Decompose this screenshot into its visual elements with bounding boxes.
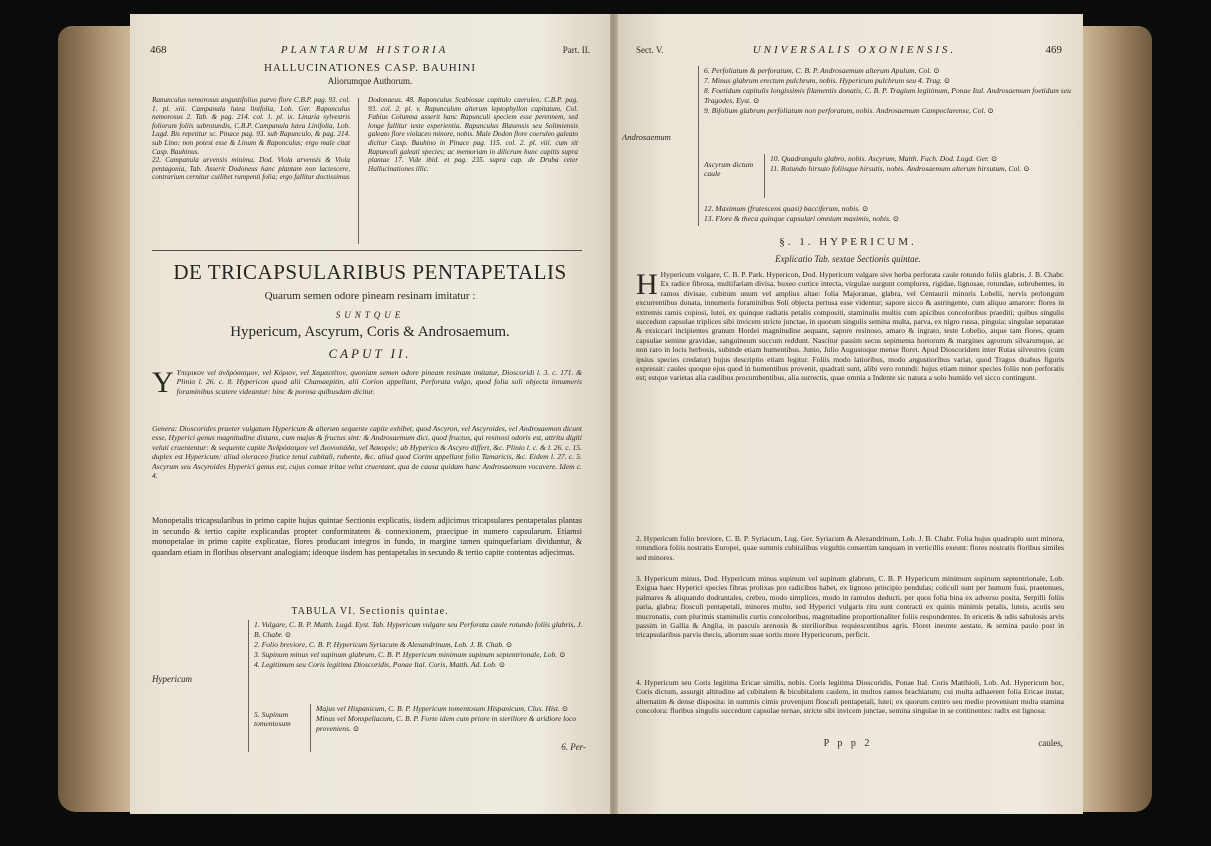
andro-item-8: 8. Foetidum capitulis longissimis filamentis donatis, C. B. P. Tragium legitimum, Ponae Ital. Androsaemum foetidum seu Tragodes, Eyst. ⊙ (704, 86, 1071, 105)
signature-mark: P p p 2 (823, 738, 873, 749)
androsaemum-tail-list (704, 204, 1074, 224)
tabula-item-4: 4. Legitimum seu Coris legitima Dioscoridis, Ponae Ital. Coris, Matth. Ad. Lob. ⊙ (254, 660, 506, 669)
hypericum-paragraph-3: 3. Hypericum minus, Dod. Hypericum minus supinum vel supinum glabrum, C. B. P. Hypericum minimum supinum septentrionale, Lob. Exigua haec Hyperici species fibras prolixas pro radicibus habet, ex lignoso principio pendulas; coliculi sunt per humum fusi, praetenues, palmares & aliquando dodrantales, crebro, modo simplices, modo in ramulos deducti, per quos folia bina ex adverso posita, Serpilli foliis paria, glabra; flosculi pentapetali, minores multo, sed Hyperici vulgaris ritu sunt contracti ex quinis minimis petalis, luteis, acutis seu mucronatis, cum plurimis staminulis curtis concoloribus, magnitudine proportionaliter foliis respondentes. In ericetis & udis sabulosis arvis passim in Gallia & Anglia, in pascuis arenosis & sterilioribus requiescentibus agris. Floret ineunte aestate, & semina paulo post in tricapsularibus parvis thecis, aliorum suae sortis more Hypericorum, perficit. (636, 574, 1064, 640)
tabula-genus-label: Hypericum (152, 674, 192, 684)
tabula-sub-list (316, 704, 592, 734)
right-page (618, 14, 1083, 814)
halluc-col1b-text: 22. Campanula arvensis minima, Dod. Viola arvensis & Viola pentagonia, Tab. Asserit Dodoneus hanc plantam non lactescere, contrarium cernitur cuilibet rumpenti folia; ergo fallitur doctissimus (152, 156, 350, 182)
intro-text: Υπερικον vel ἀνδρόσαιμον, vel Κόριον, vel Χαμαιπίτυν, quoniam semen odore pineam resinam imitatur, Dioscoridi l. 3. c. 171. & Plinio l. 26. c. 8. Hypericon quod alii Chamaepitin, alii Corion appellant, Perforata vulgo, quod folia soli objecta innumeris foraminibus scatere videantur: hinc & porosa quibusdam dicitur. (176, 368, 582, 396)
drop-cap-y: Y (152, 368, 174, 399)
andro-item-12: 12. Maximum (frutescens quasi) bacciferum, nobis. ⊙ (704, 204, 869, 213)
drop-cap-h: H (636, 270, 658, 301)
tabula-sub-brace (310, 704, 311, 752)
ascyrum-list (770, 154, 1070, 174)
monopetalis-paragraph: Monopetalis tricapsularibus in primo capite hujus quintae Sectionis explicatis, iisdem adjicimus tricapsulares pentapetalas plantas in secundo & tertio capite explicandas propter conformitatem & connexionem, praecipue in numero capsularum. Etiamsi monopetalae in primo capite explicatae, flores producant integros in fundo, in margine tamen quinquefariam dividuntur, & quandam etiam in floribus observant analogiam; ideoque iisdem has pentapetalas in secundo & tertio capite contentas adjecimus. (152, 516, 582, 557)
hypericum-paragraph-4: 4. Hypericum seu Coris legitima Ericae similis, nobis. Coris legitima Dioscoridis, Ponae Ital. Coris Matthioli, Lob. Ad. Hypericum hoc, Coris dictum, assurgit altitudine ad cubitalem & bicubitalem caulem, in multos ramos brachiatum; cui multa adhaerent folia Ericae instar, alternatim & dense disposita: in summis cimis provenjunt flosculi pentapetali, lutei; ex quorum centro seu medio proveniunt multa stamina concolora: floribus singulis succedunt capsulae ternae, stricte sibi invicem junctae, semina singulae in se continentes: radix est lignosa: (636, 678, 1064, 716)
tabula-sub-label: 5. Supinum tomentosum (254, 710, 291, 728)
right-section-label: Sect. V. (636, 45, 664, 55)
ascyrum-label: Ascyrum dictum caule (704, 160, 754, 178)
page-block-edge-right (1082, 26, 1152, 812)
hallucinationes-column-2: Dodonaeus. 48. Raponculus Scabiosae capitulo caeruleo, C.B.P. pag. 93. col. 2. pl. v. Rapunculum alterum leptophyllon capitatum, Col. Fabius Columna asserit hanc Rapunculi speciem esse perennem, sed longe fallitur teste experientia. Rapunculus Blasensis seu Solimiensis galeato flore violaceo minore, nobis. Male Dodon flore coeruleo galeato dicitur Casp. Bauhino in Pinace pag. 115. col. 2. pl. viii. cum sit Rapunculi galeati species; ac memoriam in dilicrum hunc capitis supra plantae 17. Vide ibid. et pag. 235. supra cap. de Druba ceter Hallucinationes illic. (368, 96, 578, 173)
hypericum-paragraph-2: 2. Hypericum folio breviore, C. B. P. Syriacum, Lug. Ger. Syriacum & Alexandrinum, Lob. J. B. Chabr. Folia hujus quadruplo sunt minora, rotundiora foliis nostratis Europei, quae summis cubitalibus virgultis consertim tanquam in verticillis exeunt: flores nostratis floribus similes sed minores. (636, 534, 1064, 562)
tabula-brace-line (248, 620, 249, 752)
right-page-number: 469 (1045, 44, 1062, 56)
hallucinationes-heading: HALLUCINATIONES CASP. BAUHINI (263, 62, 477, 74)
ascyrum-item-10: 10. Quadrangulo glabro, nobis. Ascyrum, Matth. Fuch. Dod. Lugd. Ger. ⊙ (770, 154, 998, 163)
tabula-item-3: 3. Supinum minus vel supinum glabrum, C. B. P. Hypericum minimum supinum septentrionale, Lob. ⊙ (254, 650, 566, 659)
intro-paragraph (152, 368, 582, 424)
androsaemum-list (704, 66, 1074, 116)
ascyrum-brace (764, 154, 765, 198)
suntque-label: SUNTQUE (335, 310, 405, 320)
para1-text: Hypericum vulgare, C. B. P. Park. Hypericon, Dod. Hypericum vulgare sive herba perforata caule rotundo foliis glabris, J. B. Chabr. Ex radice fibrosa, multifariam divisa, buxeo cortice intecta, virgulae surgunt complures, rigidae, lignosae, rotundae, subrubentes, in ramos divisae, cubitum unum vel amplius altae: folia Majoranae, glabra, vel Centaurii minoris Lobelii, nervis perlongum excurrentibus donata, innumeris foraminibus Soli objecta pertusa esse videntur; sapore sicco & astringente, cum aliquo amarore: flores in extremis ramis copiosi, lutei, ex quinque radiatis petalis compositi, staminulis multis cum apicibus concoloribus praediti; quibus singulis succedunt capsulae triplices sibi invicem stricte junctae, in quorum singulis semina multa, parva, ex nigro russa, pinguia; singulae separatae & exsiccari incipientes granum Hordei magnitudine aequant, sapore resinoso, amaro & ingrato, teste Lobelio, atque tam flores, quam capsulae semine gravidae, sanguineum succum reddunt. Nascitur passim secus sepimenta hortorum & margines agrorum silvarumque, ac non raro in locis herbosis, subinde etiam humentibus. Junio, Julio Augustoque mense floret. Apud Dioscoridem inter Rutas silvestres (cum ipsius species credatur) hujus descriptio etiam legitur. Foliis modo latioribus, modo angustioribus variat, quod Tragus duabus figuris expressit: caules quoque ejus quod in humentibus provenit, quadrati sunt, alibi vero rotundi: hujus etiam minor species foliis non perforatis est; estque varietas alia caulibus procumbentibus, alia surrectis, quae omnia a Indente sic natura a solo humido vel sicco contingunt. (636, 270, 1064, 383)
tabula-sub-item-2: Minus vel Monspeliacum, C. B. P. Forte idem cum priore in steriliore & aridiore loco proveniens. ⊙ (316, 714, 577, 733)
tabula-item-2: 2. Folio breviore, C. B. P. Hypericum Syriacum & Alexandrinum, Lob. J. B. Chab. ⊙ (254, 640, 513, 649)
left-page-number: 468 (150, 44, 167, 56)
main-chapter-subtitle: Quarum semen odore pineam resinam imitatur : (264, 290, 476, 302)
androsaemum-brace (698, 66, 699, 226)
hypericum-paragraph-1 (636, 270, 1064, 532)
androsaemum-label: Androsaemum (622, 132, 671, 142)
caput-heading: CAPUT II. (328, 346, 412, 361)
left-catchword: 6. Per- (561, 742, 586, 752)
genera-heading: Hypericum, Ascyrum, Coris & Androsaemum. (230, 324, 510, 340)
tabula-title: TABULA VI. Sectionis quintae. (291, 606, 449, 617)
halluc-col1-text: Ranunculus nemorosus angustifolius parvo flore C.B.P. pag. 93. col. 1. pl. xiii. Campanula lutea linifolia, Lob. Ger. Raponculus nemorosus 2. Tab. & pag. 214. col. 1. pl. ix. Linaria sylvestris foliorum foliis subrotundis, C.B.P. Campanula lutea Linifolia, Lob. Lugd. Bis repetitur sc. Pinace pag. 93. sub Rapunculo, & pag. 214. sub Lino: non potest esse & Linum & Raponculus; ergo male citat Casp. Bauhinus. (152, 96, 350, 156)
page-block-edge-left (58, 26, 130, 812)
andro-item-9: 9. Bifolium glabrum perfoliatum non perforatum, nobis. Androsaemum Campoclarense, Col. ⊙ (704, 106, 994, 115)
left-running-title: PLANTARUM HISTORIA (280, 44, 449, 56)
tabula-list (254, 620, 590, 670)
ascyrum-item-11: 11. Rotundo hirsuto foliisque hirsutis, nobis. Androsaemum alterum hirsutum, Col. ⊙ (770, 164, 1030, 173)
left-page (130, 14, 610, 814)
hallucinationes-subheading: Aliorumque Authorum. (327, 76, 413, 86)
genera-paragraph: Genera: Dioscorides praeter vulgatum Hypericum & alterum sequente capite exhibet, quod Ascyron, vel Ascyroides, vel Androsaemon dicunt esse, Hyperici genus magnitudine distans, cum majus & fructus sint: & Androsaemum dici, quod fructus, qui resinosi odoris est, attritu digiti veluti cruententur: & sequente capite Ἀνδρόσαιμον vel Διονυσιάδα, vel Ἀσκυρόν; ab Hyperico & Ascyro differt, &c. Plinio l. c. & l. 26. c. 15. duplex est Hypericum: aliud oleraceo frutice tenui cubitali, rubente, &c. aliud quod Corim appellant folio Tamaricis, &c. Eidem l. 27. c. 5. Ascyrum seu Ascyroides Hyperici genus est, cujus comae tritae velut cruentant, qua de causa quidam hanc Androsaemum vocavere. Idem c. 4. (152, 424, 582, 481)
left-running-head (150, 44, 590, 56)
andro-item-13: 13. Flore & theca quinque capsulari omnium maximis, nobis. ⊙ (704, 214, 900, 223)
right-running-head (636, 44, 1062, 56)
hallucinationes-column-1 (152, 96, 350, 246)
explicatio-heading: Explicatio Tab. sextae Sectionis quintae. (775, 254, 921, 264)
tabula-item-1: 1. Vulgare, C. B. P. Matth. Lugd. Eyst. Tab. Hypericum vulgare seu Perforata caule rotundo foliis glabris, J. B. Chabr. ⊙ (254, 620, 583, 639)
tabula-sub-item-1: Majus vel Hispanicum, C. B. P. Hypericum tomentosum Hispanicum, Clus. Hist. ⊙ (316, 704, 569, 713)
right-running-title: UNIVERSALIS OXONIENSIS. (752, 44, 957, 56)
column-divider (358, 98, 359, 244)
hypericum-section-heading: §. 1. HYPERICUM. (779, 236, 917, 248)
andro-item-7: 7. Minus glabrum erectum pulchrum, nobis. Hypericum pulchrum seu 4. Trag. ⊙ (704, 76, 951, 85)
main-chapter-title: DE TRICAPSULARIBUS PENTAPETALIS (173, 260, 567, 284)
right-catchword: caules, (1038, 738, 1063, 748)
andro-item-6: 6. Perfoliatum & perforatum, C. B. P. Androsaemum alterum Apulum, Col. ⊙ (704, 66, 940, 75)
section-rule (152, 250, 582, 251)
left-part-label: Part. II. (562, 45, 590, 55)
